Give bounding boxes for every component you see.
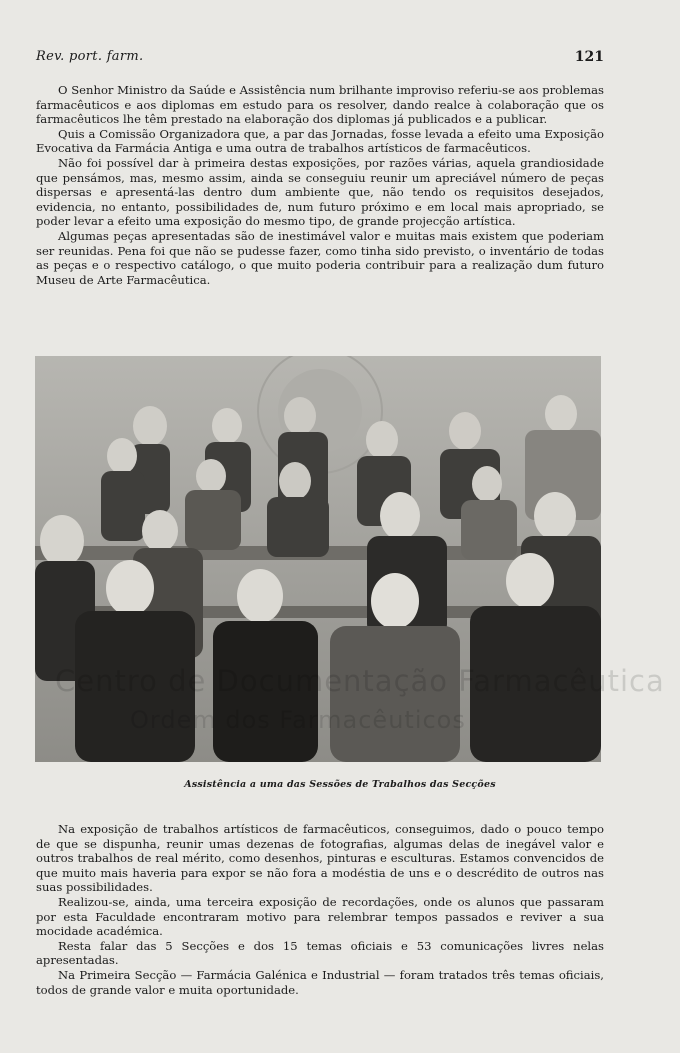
paragraph: Resta falar das 5 Secções e dos 15 temas oficiais e 53 comunicações livres nelas apresentadas.	[36, 938, 604, 968]
paragraph: O Senhor Ministro da Saúde e Assistência num brilhante improviso referiu-se aos problemas farmacêuticos e aos diplomas em estudo para os resolver, dando realce à colaboração que os farmacêuticos lhe têm prestado na elaboração dos diplomas já publicados e a publicar.	[36, 83, 604, 127]
paragraph: Quis a Comissão Organizadora que, a par das Jornadas, fosse levada a efeito uma Exposição Evocativa da Farmácia Antiga e uma outra de trabalhos artísticos de farmacêuticos.	[36, 126, 604, 156]
bottom-text-block	[36, 822, 604, 997]
page-header	[36, 49, 604, 69]
watermark-line-1: Centro de Documentação Farmacêutica	[55, 664, 665, 698]
paragraph: Na Primeira Secção — Farmácia Galénica e Industrial — foram tratados três temas oficiais, todos de grande valor e muita oportunidade.	[36, 967, 604, 997]
paragraph: Realizou-se, ainda, uma terceira exposição de recordações, onde os alunos que passaram por esta Faculdade encontraram motivo para relembrar tempos passados e reviver a sua mocidade académica.	[36, 894, 604, 939]
journal-title: Rev. port. farm.	[36, 49, 144, 64]
photo-caption: Assistência a uma das Sessões de Trabalhos das Secções	[184, 779, 496, 790]
audience-photo	[35, 356, 601, 762]
top-text-block	[36, 83, 604, 287]
paragraph: Algumas peças apresentadas são de inestimável valor e muitas mais existem que poderiam ser reunidas. Pena foi que não se pudesse fazer, como tinha sido previsto, o inventário de todas as peças e o respectivo catálogo, o que muito poderia contribuir para a realização dum futuro Museu de Arte Farmacêutica.	[36, 228, 604, 287]
paragraph: Não foi possível dar à primeira destas exposições, por razões várias, aquela grandiosidade que pensámos, mas, mesmo assim, ainda se conseguiu reunir um apreciável número de peças dispersas e apresentá-las dentro dum ambiente que, não tendo os requisitos desejados, evidencia, no entanto, possibilidades de, num futuro próximo e em local mais apropriado, se poder levar a efeito uma exposição do mesmo tipo, de grande projecção artística.	[36, 155, 604, 229]
watermark-line-2: Ordem dos Farmacêuticos	[130, 706, 466, 734]
photo-illustration	[35, 356, 601, 762]
paragraph: Na exposição de trabalhos artísticos de farmacêuticos, conseguimos, dado o pouco tempo de que se dispunha, reunir umas dezenas de fotografias, algumas delas de inegável valor e outros trabalhos de real mérito, como desenhos, pinturas e esculturas. Estamos convencidos de que muito mais haveria para expor se não fora a modéstia de uns e o descrédito de outros nas suas possibilidades.	[36, 822, 604, 895]
page-number: 121	[574, 49, 604, 65]
